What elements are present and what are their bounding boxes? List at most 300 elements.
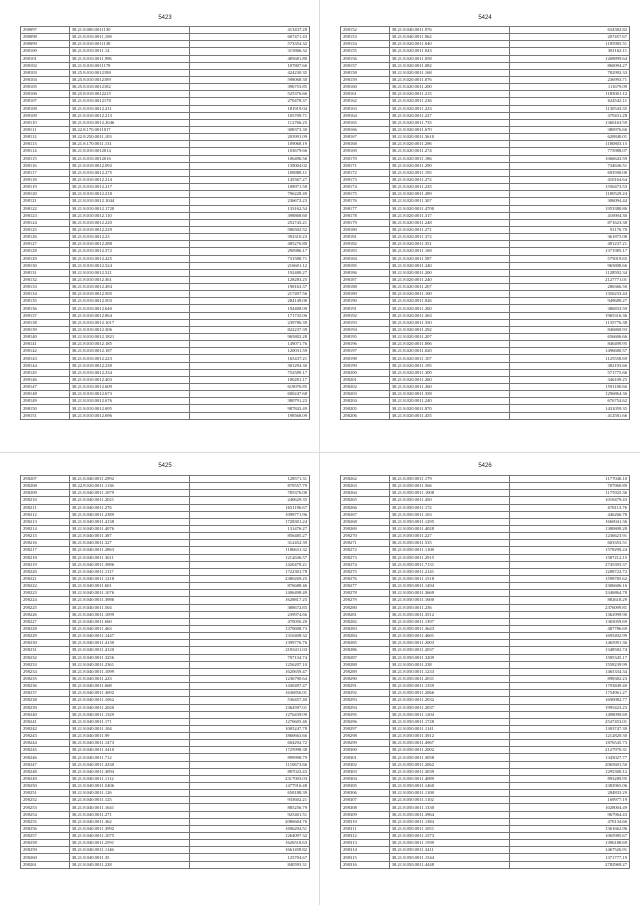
amount-cell: 128571.31 [189,476,309,483]
record-number-cell: 298133 [21,284,70,291]
amount-cell: 1399776.76 [189,640,309,647]
table-row [341,783,630,790]
amount-cell: 470134.66 [509,818,629,825]
amount-cell: 286366.50 [509,284,629,291]
record-number-cell: 298280 [341,604,390,611]
table-row [21,497,310,504]
record-number-cell: 298310 [341,818,390,825]
amount-cell: 2127970.31 [509,747,629,754]
record-number-cell: 298122 [21,205,70,212]
amount-cell: 1264097.32 [189,833,309,840]
record-number-cell: 298195 [341,334,390,341]
cadastral-code-cell: 38.21.8.050.0011.2032 [389,697,509,704]
record-number-cell: 298212 [21,511,70,518]
table-row [21,341,310,348]
amount-cell: 346109.25 [509,376,629,383]
cadastral-code-cell: 38.21.8.020.0011.223 [389,105,509,112]
cadastral-code-cell: 38.25.8.010.0012215 [69,91,189,98]
record-number-cell: 298266 [341,504,390,511]
cadastral-code-cell: 38.25.8.010.0012189 [69,76,189,83]
record-number-cell: 298172 [341,169,390,176]
cadastral-code-cell: 38.21.8.020.0011.006 [389,341,509,348]
cadastral-code-cell: 38.21.8.040.0011.2020 [69,704,189,711]
cadastral-code-cell: 38.21.8.010.0012.1720 [69,205,189,212]
cadastral-code-cell: 38.21.8.050.0011.1397 [389,618,509,625]
cadastral-code-cell: 38.21.8.040.0011.3986 [69,561,189,568]
amount-cell: 775988.07 [509,148,629,155]
record-number-cell: 298173 [341,176,390,183]
record-number-cell: 298255 [21,818,70,825]
table-row [341,711,630,718]
record-number-cell: 298203 [341,391,390,398]
cadastral-code-cell: 38.21.8.020.0011.587 [389,255,509,262]
cadastral-code-cell: 38.21.8.040.0011.712 [69,754,189,761]
table-row [21,633,310,640]
record-number-cell: 298159 [341,76,390,83]
table-row [21,811,310,818]
record-number-cell: 298291 [341,683,390,690]
record-number-cell: 298298 [341,733,390,740]
record-number-cell: 298279 [341,597,390,604]
table-row [21,62,310,69]
amount-cell: 882618.29 [509,597,629,604]
amount-cell: 290986.17 [189,248,309,255]
data-table [340,26,630,420]
cadastral-code-cell: 38.21.8.050.0011.4089 [389,775,509,782]
cadastral-code-cell: 38.21.8.010.0011,108 [69,34,189,41]
record-number-cell: 298224 [21,597,70,604]
table-row [21,597,310,604]
cadastral-code-cell: 38.21.8.040.0011.3692 [69,690,189,697]
amount-cell: 1591100.66 [509,384,629,391]
table-row [341,241,630,248]
table-row [341,511,630,518]
cadastral-code-cell: 38.21.8.010.0012014 [69,148,189,155]
table-row [21,590,310,597]
cadastral-code-cell: 38.21.8.040.0011.276 [69,504,189,511]
cadastral-code-cell: 38.22.8.170.0011017 [69,126,189,133]
amount-cell: 1236623.91 [509,533,629,540]
record-number-cell: 298313 [341,840,390,847]
record-number-cell: 298236 [21,683,70,690]
record-number-cell: 298161 [341,91,390,98]
record-number-cell: 298306 [341,790,390,797]
table-row [21,362,310,369]
record-number-cell: 298149 [21,398,70,405]
cadastral-code-cell: 38.21.8.050.0011.236 [389,604,509,611]
record-number-cell: 298107 [21,98,70,105]
record-number-cell: 298128 [21,248,70,255]
amount-cell: 987843.49 [189,405,309,412]
record-number-cell: 298269 [341,525,390,532]
cadastral-code-cell: 38.21.8.020.0011.260 [389,376,509,383]
table-row [21,825,310,832]
amount-cell: 487786.69 [509,625,629,632]
amount-cell: 396753.85 [189,84,309,91]
record-number-cell: 298145 [21,369,70,376]
amount-cell: 1208722.72 [509,568,629,575]
record-number-cell: 298158 [341,69,390,76]
cadastral-code-cell: 38.21.8.020.0011.272 [389,176,509,183]
record-number-cell: 298120 [21,191,70,198]
record-number-cell: 298100 [21,48,70,55]
cadastral-code-cell: 38.21.8.020.0011.260 [389,305,509,312]
table-row [21,775,310,782]
cadastral-code-cell: 38.21.8.020.0011.236 [389,98,509,105]
amount-cell: 603353.51 [509,540,629,547]
amount-cell: 1953380.86 [509,205,629,212]
record-number-cell: 298117 [21,169,70,176]
cadastral-code-cell: 38.21.8.020.0011.296 [389,141,509,148]
cadastral-code-cell: 38.21.8.020.0011.350 [389,319,509,326]
amount-cell: 1725998.38 [189,747,309,754]
record-number-cell: 298116 [21,162,70,169]
record-number-cell: 298103 [21,69,70,76]
record-number-cell: 298197 [341,348,390,355]
cadastral-code-cell: 38.21.8.010.0012.361 [69,276,189,283]
record-number-cell: 298218 [21,554,70,561]
amount-cell: 194408.09 [189,305,309,312]
amount-cell: 284833.29 [509,790,629,797]
amount-cell: 1028004.49 [509,804,629,811]
cadastral-code-cell: 38.21.8.050.0011.7131 [389,561,509,568]
amount-cell: 424230.35 [189,69,309,76]
record-number-cell: 298223 [21,590,70,597]
table-row [341,148,630,155]
amount-cell: 2376099.81 [509,604,629,611]
record-number-cell: 298115 [21,155,70,162]
record-number-cell: 298294 [341,704,390,711]
amount-cell: 571775.66 [509,369,629,376]
cadastral-code-cell: 38.21.8.010.0012016 [69,155,189,162]
record-number-cell: 298297 [341,725,390,732]
cadastral-code-cell: 38.21.8.010.0012.425 [69,255,189,262]
amount-cell: 485681.80 [189,55,309,62]
table-row [341,319,630,326]
amount-cell: 525376.66 [189,91,309,98]
record-number-cell: 298220 [21,568,70,575]
amount-cell: 965802.28 [189,334,309,341]
table-row [21,148,310,155]
amount-cell: 1364597.01 [189,704,309,711]
table-row [21,384,310,391]
cadastral-code-cell: 38.21.8.040.0011.1075 [69,833,189,840]
record-number-cell: 298252 [21,797,70,804]
cadastral-code-cell: 38.21.8.010.0012.223 [69,355,189,362]
table-row [341,412,630,419]
amount-cell: 1130543.35 [509,105,629,112]
record-number-cell: 298239 [21,704,70,711]
cadastral-code-cell: 38.21.8.020.0011.082 [389,62,509,69]
cadastral-code-cell: 38.21.8.050.0011.2915 [389,554,509,561]
table-row [341,55,630,62]
record-number-cell: 298300 [341,747,390,754]
amount-cell: 1467526.91 [509,847,629,854]
cadastral-code-cell: 38.21.8.020.0011.240 [389,276,509,283]
cadastral-code-cell: 38.21.8.010.0012.185 [69,341,189,348]
cadastral-code-cell: 38.21.8.010.0012.211 [69,105,189,112]
table-row [341,369,630,376]
table-row [341,184,630,191]
record-number-cell: 298169 [341,148,390,155]
record-number-cell: 298202 [341,384,390,391]
cadastral-code-cell: 38.21.8.050.0011.3209 [389,654,509,661]
amount-cell: 145567.27 [189,176,309,183]
cadastral-code-cell: 38.21.8.040.0011.4076 [69,525,189,532]
cadastral-code-cell: 38.21.8.020.0011.4700 [389,205,509,212]
record-number-cell: 298101 [21,55,70,62]
amount-cell: 2547453.01 [509,718,629,725]
amount-cell: 752589.17 [189,369,309,376]
record-number-cell: 298251 [21,790,70,797]
cadastral-code-cell: 38.21.8.040.0011.504 [69,604,189,611]
table-row [21,561,310,568]
record-number-cell: 298227 [21,618,70,625]
cadastral-code-cell: 38.21.8.020.0011.186 [389,155,509,162]
record-number-cell: 298292 [341,690,390,697]
table-row [341,234,630,241]
amount-cell: 1296864.36 [509,391,629,398]
table-row [21,334,310,341]
amount-cell: 382193.66 [509,362,629,369]
cadastral-code-cell: 38.25.8.010.0012188 [69,69,189,76]
cadastral-code-cell: 38.21.8.020.0011.455 [389,412,509,419]
page-number: 5425 [158,463,172,469]
table-row [341,497,630,504]
table-row [21,412,310,419]
cadastral-code-cell: 38.21.8.050.0011.1008 [389,490,509,497]
record-number-cell: 298124 [21,219,70,226]
cadastral-code-cell: 38.21.8.040.0011.3011 [69,554,189,561]
record-number-cell: 298119 [21,184,70,191]
cadastral-code-cell: 38.21.8.040.0011.4130 [69,640,189,647]
amount-cell: 1018479.43 [509,497,629,504]
record-number-cell: 298270 [341,533,390,540]
table-row [21,312,310,319]
cadastral-code-cell: 38.21.8.040.0011.1112 [69,775,189,782]
record-number-cell: 298196 [341,341,390,348]
amount-cell: 782992.33 [509,69,629,76]
amount-cell: 1186631.32 [189,547,309,554]
data-table [20,26,310,420]
amount-cell: 171735.06 [189,312,309,319]
cadastral-code-cell: 38.21.8.020.0011.289 [389,191,509,198]
table-row [341,840,630,847]
amount-cell: 965808.66 [509,262,629,269]
amount-cell: 658188.39 [189,790,309,797]
cadastral-code-cell: 38.21.8.020.0011.026 [389,298,509,305]
record-number-cell: 298198 [341,355,390,362]
amount-cell: 1128592.34 [509,269,629,276]
table-row [341,198,630,205]
record-number-cell: 298304 [341,775,390,782]
record-number-cell: 298274 [341,561,390,568]
record-number-cell: 298206 [341,412,390,419]
record-number-cell: 298180 [341,226,390,233]
amount-cell: 270478.37 [189,98,309,105]
amount-cell: 2183411.03 [189,647,309,654]
table-row [341,668,630,675]
amount-cell: 181919.04 [189,105,309,112]
amount-cell: 2086604.76 [189,818,309,825]
amount-cell: 1065985.67 [509,833,629,840]
amount-cell: 100281.17 [189,376,309,383]
cadastral-code-cell: 38.21.8.040.0011.962 [389,34,509,41]
amount-cell: 392310.23 [189,234,309,241]
cadastral-code-cell: 38.21.8.010.0011178 [69,62,189,69]
cadastral-code-cell: 38.21.8.020.0011.372 [389,234,509,241]
table-row [341,854,630,861]
table-row [21,554,310,561]
record-number-cell: 298177 [341,205,390,212]
amount-cell: 1556473.53 [509,184,629,191]
cadastral-code-cell: 38.21.8.010.0012.187 [69,348,189,355]
table-row [21,262,310,269]
record-number-cell: 298131 [21,269,70,276]
cadastral-code-cell: 38.21.8.040.0011.2021 [69,497,189,504]
table-row [341,533,630,540]
cadastral-code-cell: 38.21.8.010.0012.673 [69,391,189,398]
amount-cell: 1660041.36 [509,518,629,525]
cadastral-code-cell: 38.21.8.050.0011.1384 [389,818,509,825]
table-row [341,276,630,283]
table-row [21,583,310,590]
amount-cell: 1371985.17 [509,248,629,255]
table-row [341,625,630,632]
cadastral-code-cell: 38.21.8.010.0011.14 [69,48,189,55]
record-number-cell: 298272 [341,547,390,554]
amount-cell: 1498090.69 [509,711,629,718]
cadastral-code-cell: 38.21.8.040.0011.1473 [69,740,189,747]
cadastral-code-cell: 38.21.8.010.0012.23 [69,234,189,241]
cadastral-code-cell: 38.21.8.040.0011.387 [69,533,189,540]
amount-cell: 1180803.15 [509,141,629,148]
record-number-cell: 298301 [341,754,390,761]
amount-cell: 1212820.30 [509,733,629,740]
cadastral-code-cell: 38.21.8.050.0011.2003 [389,640,509,647]
record-number-cell: 298246 [21,754,70,761]
amount-cell: 693590.00 [509,169,629,176]
table-row [21,818,310,825]
amount-cell: 1585345.17 [509,654,629,661]
cadastral-code-cell: 38.21.8.050.0011.1051 [389,825,509,832]
table-row [341,284,630,291]
record-number-cell: 298238 [21,697,70,704]
record-number-cell: 298225 [21,604,70,611]
amount-cell: 308373.30 [189,126,309,133]
record-number-cell: 298271 [341,540,390,547]
record-number-cell: 298210 [21,497,70,504]
table-row [21,119,310,126]
record-number-cell: 298305 [341,783,390,790]
table-row [21,504,310,511]
table-row [21,176,310,183]
table-row [21,76,310,83]
amount-cell: 876688.46 [189,583,309,590]
amount-cell: 604292.72 [189,740,309,747]
cadastral-code-cell: 38.21.8.010.0012.609 [69,384,189,391]
table-row [341,305,630,312]
amount-cell: 1356233.44 [509,291,629,298]
table-row [21,540,310,547]
table-row [341,540,630,547]
amount-cell: 1135776.38 [509,319,629,326]
table-row [21,747,310,754]
amount-cell: 1345027.77 [509,754,629,761]
cadastral-code-cell: 38.21.8.050.0011.566 [389,483,509,490]
table-row [341,362,630,369]
amount-cell: 1185985.51 [509,41,629,48]
table-row [21,718,310,725]
record-number-cell: 298189 [341,291,390,298]
amount-cell: 1212636.57 [189,554,309,561]
table-row [21,725,310,732]
table-row [21,369,310,376]
table-row [21,226,310,233]
record-number-cell: 298160 [341,84,390,91]
record-number-cell: 298099 [21,41,70,48]
cadastral-code-cell: 38.21.8.010.0012.213 [69,112,189,119]
cadastral-code-cell: 38.21.8.020.0011.215 [389,91,509,98]
record-number-cell: 298219 [21,561,70,568]
data-table [20,475,310,869]
amount-cell: 1125558.69 [509,355,629,362]
record-number-cell: 298176 [341,198,390,205]
cadastral-code-cell: 38.21.8.050.0011.4448 [389,861,509,868]
record-number-cell: 298302 [341,761,390,768]
record-number-cell: 298110 [21,119,70,126]
table-row [21,640,310,647]
amount-cell: 607471.43 [189,34,309,41]
record-number-cell: 298241 [21,718,70,725]
amount-cell: 1406498.49 [189,590,309,597]
table-row [341,640,630,647]
record-number-cell: 298125 [21,226,70,233]
table-row [341,761,630,768]
record-number-cell: 298254 [21,811,70,818]
record-number-cell: 298143 [21,355,70,362]
amount-cell: 846499.95 [509,341,629,348]
amount-cell: 1430497.47 [189,683,309,690]
table-row [21,804,310,811]
cadastral-code-cell: 38.21.8.040.0011.327 [69,540,189,547]
record-number-cell: 298155 [341,48,390,55]
cadastral-code-cell: 38.21.8.040.0011.1218 [69,575,189,582]
table-row [21,547,310,554]
record-number-cell: 298282 [341,618,390,625]
record-number-cell: 298262 [341,476,390,483]
table-row [341,483,630,490]
cadastral-code-cell: 38.21.8.020.0011.040 [389,41,509,48]
cadastral-code-cell: 38.21.8.020.0011.300 [389,369,509,376]
cadastral-code-cell: 38.21.8.050.0011.2002 [389,747,509,754]
table-row [341,818,630,825]
record-number-cell: 298170 [341,155,390,162]
cadastral-code-cell: 38.21.8.040.0011.1079 [69,490,189,497]
record-number-cell: 298097 [21,27,70,34]
amount-cell: 1793849.40 [509,683,629,690]
table-row [341,176,630,183]
cadastral-code-cell: 38.21.8.010.0012.524 [69,262,189,269]
cadastral-code-cell: 38.21.8.040.0011.362 [69,818,189,825]
amount-cell: 2317003.03 [189,775,309,782]
table-row [21,568,310,575]
cadastral-code-cell: 38.21.8.020.0011.317 [389,212,509,219]
record-number-cell: 298106 [21,91,70,98]
cadastral-code-cell: 38.21.8.040.0011.2591 [69,840,189,847]
record-number-cell: 298233 [21,661,70,668]
table-row [21,205,310,212]
